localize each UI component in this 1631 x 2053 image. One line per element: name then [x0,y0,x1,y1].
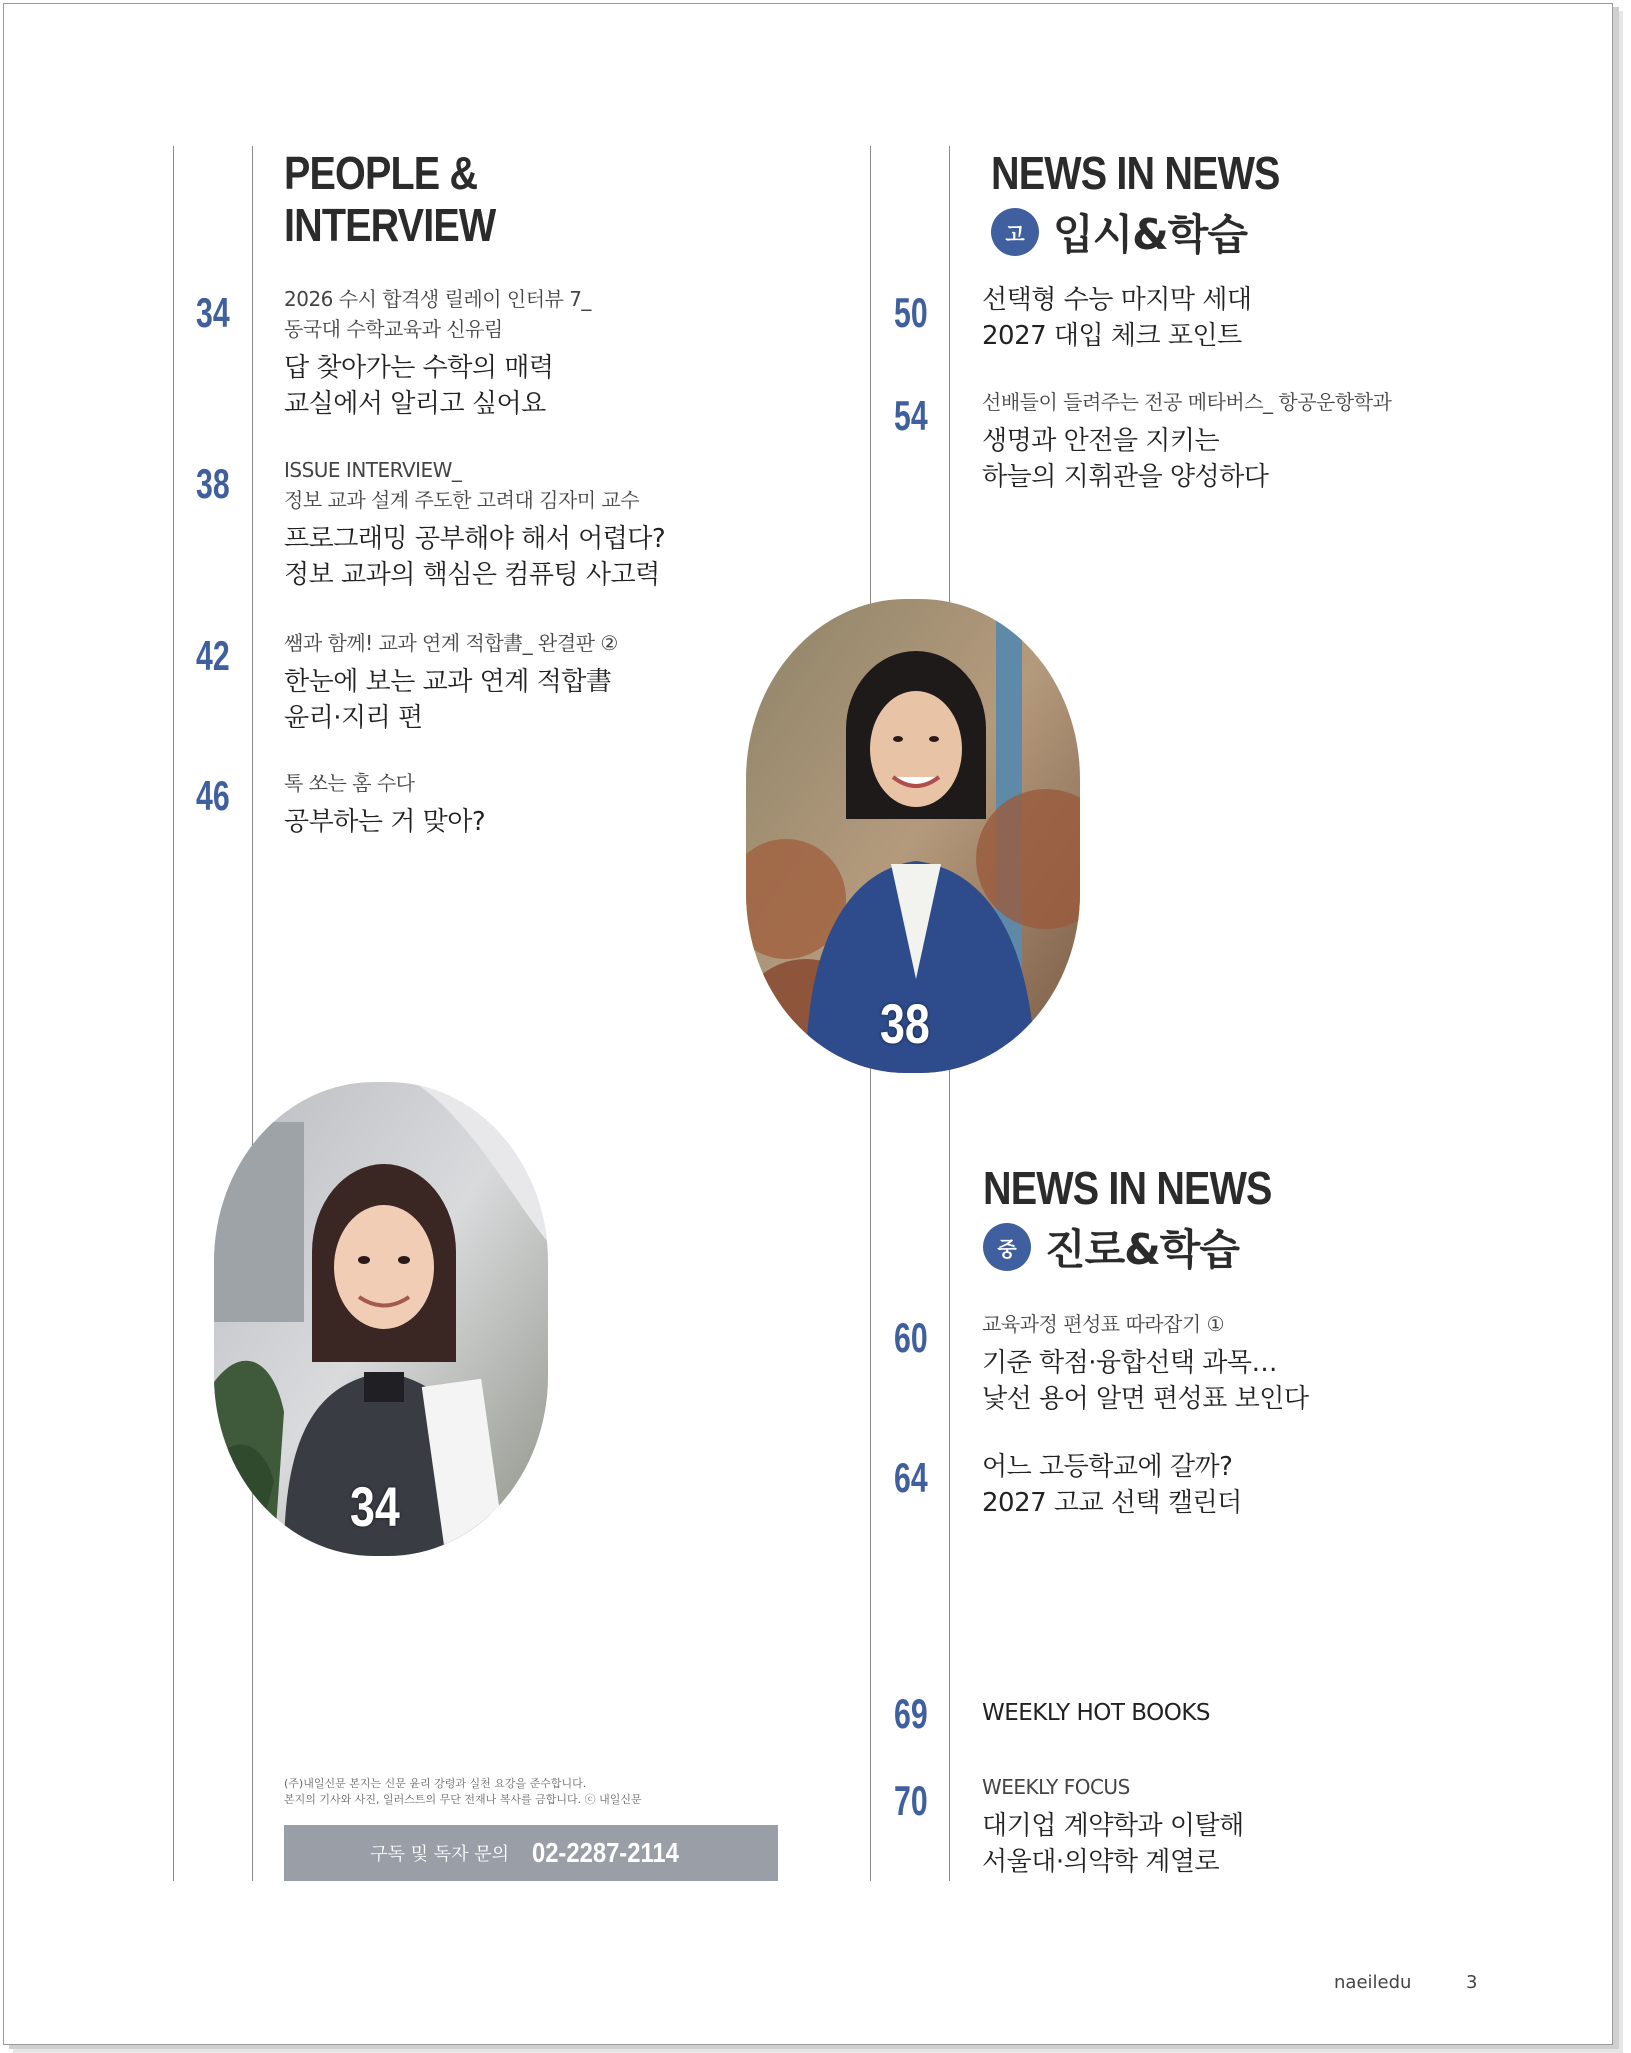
magazine-page [3,3,1613,2045]
section-subtitle-bottom [983,1217,1239,1277]
entry-kicker: WEEKLY FOCUS [982,1775,1130,1799]
entry-kicker: 교육과정 편성표 따라잡기 ① [982,1312,1225,1336]
subtitle-text: 진로&학습 [1045,1225,1239,1274]
toc-entry[interactable] [284,628,618,736]
entry-kicker: ISSUE INTERVIEW_ [284,458,462,482]
entry-headline: 2027 고교 선택 캘린더 [982,1488,1242,1518]
entry-headline: 하늘의 지휘관을 양성하다 [982,462,1269,492]
section-subtitle-top [991,202,1247,262]
entry-headline: 낯선 용어 알면 편성표 보인다 [982,1384,1309,1414]
photo-student [214,1082,548,1556]
footer-page-number: 3 [1466,1972,1478,1993]
entry-headline: 답 찾아가는 수학의 매력 [284,353,554,383]
section-title-news-bottom: NEWS IN NEWS [983,1162,1272,1214]
entry-kicker: 동국대 수학교육과 신유림 [284,317,503,341]
rule-left-inner [252,146,253,1881]
subtitle-text: 입시&학습 [1053,210,1247,259]
page-number: 70 [894,1777,928,1824]
page-number: 69 [894,1690,928,1737]
page-number: 34 [196,289,230,336]
entry-headline: 교실에서 알리고 싶어요 [284,389,546,419]
photo-page-number: 38 [880,992,930,1055]
entry-headline: 정보 교과의 핵심은 컴퓨팅 사고력 [284,560,660,590]
section-title-news-top: NEWS IN NEWS [991,147,1280,199]
toc-entry[interactable] [982,282,1251,354]
entry-headline: 생명과 안전을 지키는 [982,426,1220,456]
level-badge: 중 [983,1223,1031,1271]
title-line2: INTERVIEW [284,199,496,251]
entry-headline: 기준 학점·융합선택 과목… [982,1348,1277,1378]
entry-kicker: 톡 쏘는 홈 수다 [284,771,415,795]
entry-headline: 서울대·의약학 계열로 [982,1847,1220,1877]
section-title-people [284,147,495,251]
rule-left-outer [173,146,174,1881]
toc-entry[interactable] [284,768,485,840]
toc-entry[interactable] [982,1695,1210,1731]
photo-professor [746,599,1080,1073]
toc-entry[interactable] [982,387,1391,495]
page-number: 50 [894,289,928,336]
entry-headline: 어느 고등학교에 갈까? [982,1452,1233,1482]
entry-headline: 프로그래밍 공부해야 해서 어렵다? [284,524,666,554]
toc-entry[interactable] [982,1309,1308,1417]
entry-headline: 윤리·지리 편 [284,703,423,733]
photo-page-number: 34 [350,1475,400,1538]
footer-brand: naeiledu [1334,1972,1412,1993]
page-number: 38 [196,460,230,507]
entry-kicker: 쌤과 함께! 교과 연계 적합書_ 완결판 ② [284,631,618,655]
page-number: 46 [196,772,230,819]
entry-kicker: 선배들이 들려주는 전공 메타버스_ 항공운항학과 [982,390,1392,414]
contact-phone[interactable]: 02-2287-2114 [531,1837,679,1868]
notice-line: 본지의 기사와 사진, 일러스트의 무단 전재나 복사를 금합니다. ⓒ 내일신문 [284,1793,642,1806]
contact-label: 구독 및 독자 문의 [370,1844,510,1865]
entry-kicker: 2026 수시 합격생 릴레이 인터뷰 7_ [284,287,591,311]
toc-entry[interactable] [284,284,591,422]
entry-headline: 한눈에 보는 교과 연계 적합書 [284,667,612,697]
page-number: 60 [894,1314,928,1361]
level-badge: 고 [991,208,1039,256]
entry-headline: 대기업 계약학과 이탈해 [982,1811,1244,1841]
entry-headline: 공부하는 거 맞아? [284,807,486,837]
toc-entry[interactable] [982,1449,1242,1521]
page-number: 42 [196,632,230,679]
page-number: 64 [894,1454,928,1501]
entry-headline: 선택형 수능 마지막 세대 [982,285,1252,315]
entry-kicker: 정보 교과 설계 주도한 고려대 김자미 교수 [284,488,640,512]
toc-entry[interactable] [284,455,665,593]
page-number: 54 [894,392,928,439]
copyright-notice [284,1776,642,1808]
title-line1: PEOPLE & [284,147,478,199]
entry-headline: WEEKLY HOT BOOKS [982,1700,1211,1726]
entry-headline: 2027 대입 체크 포인트 [982,321,1242,351]
notice-line: (주)내일신문 본지는 신문 윤리 강령과 실천 요강을 준수합니다. [284,1777,587,1790]
toc-entry[interactable] [982,1772,1244,1880]
subscription-contact-bar [284,1825,778,1881]
